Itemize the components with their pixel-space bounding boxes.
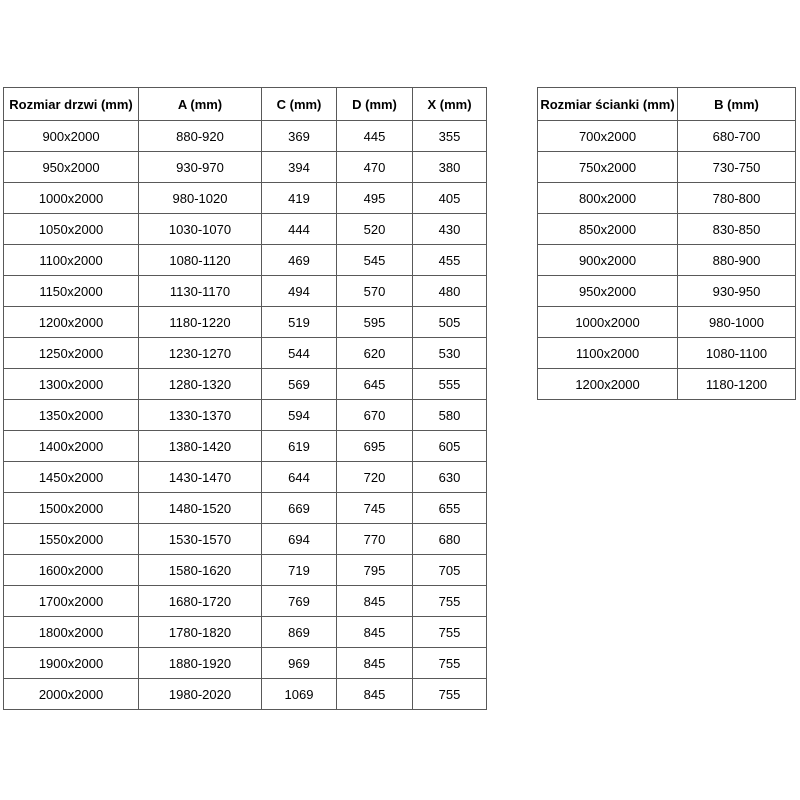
table-cell: 555 (413, 369, 487, 400)
column-header: A (mm) (139, 88, 262, 121)
table-cell: 1500x2000 (4, 493, 139, 524)
table-cell: 700x2000 (538, 121, 678, 152)
table-cell: 369 (262, 121, 337, 152)
table-cell: 1450x2000 (4, 462, 139, 493)
table-cell: 720 (337, 462, 413, 493)
column-header: B (mm) (678, 88, 796, 121)
table-cell: 480 (413, 276, 487, 307)
table-cell: 1280-1320 (139, 369, 262, 400)
table-cell: 1200x2000 (4, 307, 139, 338)
table-cell: 1600x2000 (4, 555, 139, 586)
table-row (538, 152, 796, 183)
table-cell: 1100x2000 (538, 338, 678, 369)
table-cell: 394 (262, 152, 337, 183)
table-cell: 680-700 (678, 121, 796, 152)
table-row (4, 276, 487, 307)
table-cell: 580 (413, 400, 487, 431)
table-cell: 730-750 (678, 152, 796, 183)
table-row (4, 524, 487, 555)
table-cell: 644 (262, 462, 337, 493)
table-cell: 1350x2000 (4, 400, 139, 431)
table-cell: 719 (262, 555, 337, 586)
table-cell: 969 (262, 648, 337, 679)
table-cell: 1430-1470 (139, 462, 262, 493)
door-sizes-table (3, 87, 487, 710)
table-cell: 1000x2000 (538, 307, 678, 338)
table-row (4, 152, 487, 183)
table-cell: 845 (337, 679, 413, 710)
table-cell: 1080-1120 (139, 245, 262, 276)
table-cell: 619 (262, 431, 337, 462)
table-cell: 405 (413, 183, 487, 214)
table-cell: 495 (337, 183, 413, 214)
table-cell: 1550x2000 (4, 524, 139, 555)
table-cell: 655 (413, 493, 487, 524)
table-cell: 505 (413, 307, 487, 338)
table-cell: 800x2000 (538, 183, 678, 214)
table-row (4, 431, 487, 462)
table-cell: 1380-1420 (139, 431, 262, 462)
table-row (4, 555, 487, 586)
table-cell: 869 (262, 617, 337, 648)
table-cell: 1080-1100 (678, 338, 796, 369)
table-row (4, 307, 487, 338)
table-cell: 670 (337, 400, 413, 431)
table-row (538, 276, 796, 307)
table-cell: 2000x2000 (4, 679, 139, 710)
table-cell: 770 (337, 524, 413, 555)
table-cell: 1250x2000 (4, 338, 139, 369)
table-cell: 1680-1720 (139, 586, 262, 617)
table-cell: 845 (337, 617, 413, 648)
table-row (4, 121, 487, 152)
table-cell: 470 (337, 152, 413, 183)
wall-panel-sizes-table (537, 87, 796, 400)
table-row (4, 617, 487, 648)
table-cell: 850x2000 (538, 214, 678, 245)
table-row (538, 369, 796, 400)
table-row (538, 183, 796, 214)
column-header: D (mm) (337, 88, 413, 121)
table-cell: 645 (337, 369, 413, 400)
table-cell: 830-850 (678, 214, 796, 245)
table-cell: 845 (337, 586, 413, 617)
table-cell: 755 (413, 648, 487, 679)
table-cell: 1030-1070 (139, 214, 262, 245)
table-row (538, 245, 796, 276)
table-cell: 569 (262, 369, 337, 400)
table-cell: 1300x2000 (4, 369, 139, 400)
table-cell: 1530-1570 (139, 524, 262, 555)
table-cell: 630 (413, 462, 487, 493)
column-header: Rozmiar drzwi (mm) (4, 88, 139, 121)
table-cell: 950x2000 (4, 152, 139, 183)
table-cell: 1400x2000 (4, 431, 139, 462)
table-cell: 1330-1370 (139, 400, 262, 431)
table-cell: 1900x2000 (4, 648, 139, 679)
column-header: Rozmiar ścianki (mm) (538, 88, 678, 121)
table-row (538, 338, 796, 369)
table-cell: 494 (262, 276, 337, 307)
table-cell: 695 (337, 431, 413, 462)
table-cell: 1050x2000 (4, 214, 139, 245)
table-cell: 430 (413, 214, 487, 245)
header-row (4, 88, 487, 121)
table-cell: 900x2000 (4, 121, 139, 152)
table-row (4, 679, 487, 710)
table-cell: 1880-1920 (139, 648, 262, 679)
table-cell: 1480-1520 (139, 493, 262, 524)
table-cell: 595 (337, 307, 413, 338)
table-row (4, 183, 487, 214)
table-cell: 755 (413, 679, 487, 710)
table-cell: 705 (413, 555, 487, 586)
table-cell: 694 (262, 524, 337, 555)
table-cell: 380 (413, 152, 487, 183)
table-row (4, 338, 487, 369)
table-cell: 1100x2000 (4, 245, 139, 276)
table-cell: 545 (337, 245, 413, 276)
table-cell: 930-950 (678, 276, 796, 307)
table-row (4, 369, 487, 400)
table-cell: 1180-1220 (139, 307, 262, 338)
table-cell: 880-900 (678, 245, 796, 276)
table-row (538, 121, 796, 152)
table-cell: 445 (337, 121, 413, 152)
table-row (4, 462, 487, 493)
table-cell: 755 (413, 617, 487, 648)
table-cell: 620 (337, 338, 413, 369)
table-cell: 880-920 (139, 121, 262, 152)
table-cell: 1130-1170 (139, 276, 262, 307)
table-cell: 605 (413, 431, 487, 462)
table-cell: 769 (262, 586, 337, 617)
table-cell: 980-1000 (678, 307, 796, 338)
header-row (538, 88, 796, 121)
column-header: C (mm) (262, 88, 337, 121)
table-cell: 980-1020 (139, 183, 262, 214)
table-cell: 519 (262, 307, 337, 338)
table-cell: 745 (337, 493, 413, 524)
table-cell: 455 (413, 245, 487, 276)
table-cell: 594 (262, 400, 337, 431)
table-cell: 780-800 (678, 183, 796, 214)
table-row (4, 648, 487, 679)
table-cell: 469 (262, 245, 337, 276)
table-cell: 845 (337, 648, 413, 679)
table-cell: 570 (337, 276, 413, 307)
table-cell: 750x2000 (538, 152, 678, 183)
table-cell: 1700x2000 (4, 586, 139, 617)
table-cell: 755 (413, 586, 487, 617)
table-cell: 1180-1200 (678, 369, 796, 400)
table-row (538, 307, 796, 338)
table-cell: 1000x2000 (4, 183, 139, 214)
table-cell: 1230-1270 (139, 338, 262, 369)
column-header: X (mm) (413, 88, 487, 121)
table-row (538, 214, 796, 245)
table-cell: 1800x2000 (4, 617, 139, 648)
table-cell: 1780-1820 (139, 617, 262, 648)
table-cell: 680 (413, 524, 487, 555)
table-cell: 900x2000 (538, 245, 678, 276)
table-cell: 795 (337, 555, 413, 586)
table-cell: 669 (262, 493, 337, 524)
table-row (4, 214, 487, 245)
table-cell: 1980-2020 (139, 679, 262, 710)
table-cell: 1200x2000 (538, 369, 678, 400)
table-cell: 930-970 (139, 152, 262, 183)
table-cell: 950x2000 (538, 276, 678, 307)
table-row (4, 586, 487, 617)
table-row (4, 245, 487, 276)
table-cell: 530 (413, 338, 487, 369)
table-cell: 419 (262, 183, 337, 214)
table-cell: 520 (337, 214, 413, 245)
table-cell: 1580-1620 (139, 555, 262, 586)
table-cell: 1069 (262, 679, 337, 710)
table-cell: 544 (262, 338, 337, 369)
table-cell: 444 (262, 214, 337, 245)
table-row (4, 400, 487, 431)
table-cell: 1150x2000 (4, 276, 139, 307)
table-row (4, 493, 487, 524)
table-cell: 355 (413, 121, 487, 152)
